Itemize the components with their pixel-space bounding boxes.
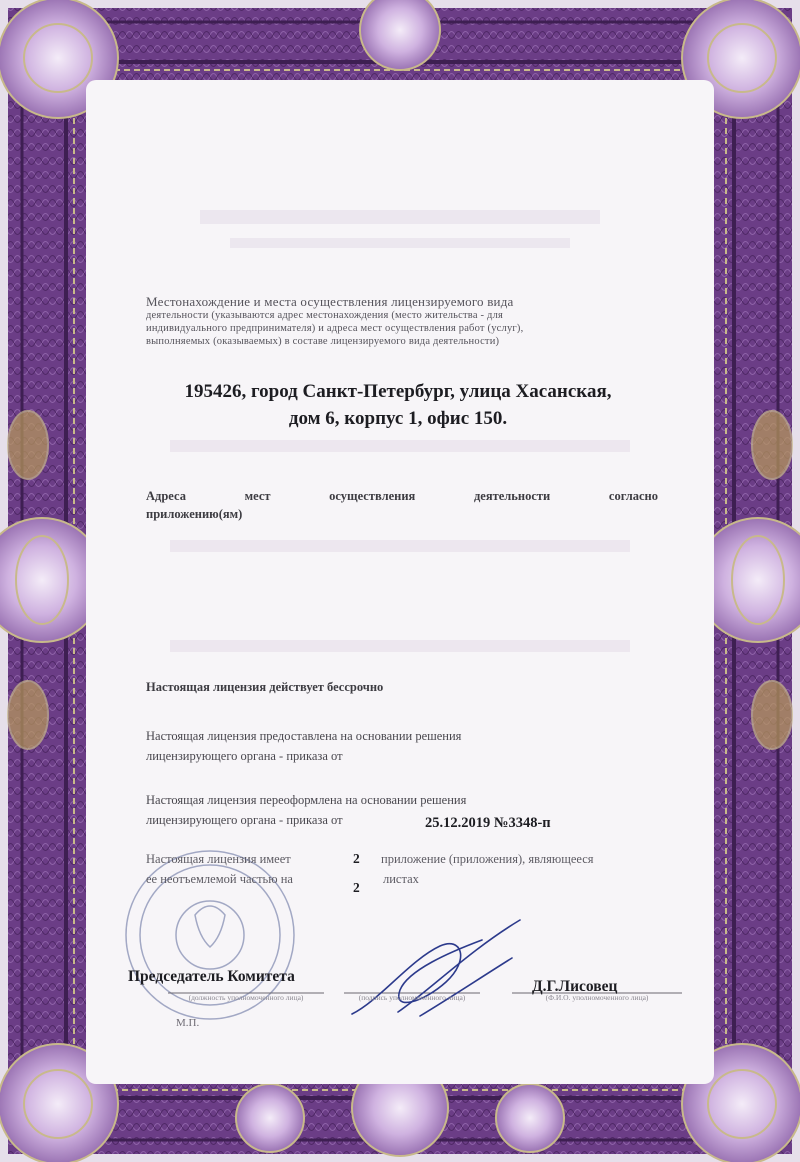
- validity-statement: Настоящая лицензия действует бессрочно: [146, 680, 384, 694]
- caption-signature: (подпись уполномоченного лица): [358, 993, 466, 1002]
- license-address: [148, 378, 648, 432]
- granted-line2: лицензирующего органа - приказа от: [146, 749, 343, 763]
- stamp-place-label: М.П.: [176, 1017, 200, 1029]
- places-line1: Адреса мест осуществления деятельности согласно: [146, 489, 658, 503]
- annex-line1-post: приложение (приложения), являющееся: [381, 852, 594, 866]
- granted-statement: [146, 726, 606, 766]
- address-line1: 195426, город Санкт-Петербург, улица Хасанская,: [184, 381, 612, 402]
- reissued-line1: Настоящая лицензия переоформлена на основании решения: [146, 793, 467, 807]
- caption-name: (Ф.И.О. уполномоченного лица): [545, 993, 649, 1002]
- signer-position: Председатель Комитета: [128, 968, 295, 985]
- granted-line1: Настоящая лицензия предоставлена на основании решения: [146, 729, 462, 743]
- annex-count: 2: [353, 851, 360, 866]
- annex-line1-pre: Настоящая лицензия имеет: [146, 852, 291, 866]
- location-label-line4: выполняемых (оказываемых) в составе лицензируемого вида деятельности): [146, 336, 500, 347]
- sheet-count: 2: [353, 880, 360, 895]
- reissue-order-number: 25.12.2019 №3348-п: [425, 815, 551, 831]
- top-medallion: [360, 0, 440, 70]
- location-label: [146, 294, 664, 348]
- address-line2: дом 6, корпус 1, офис 150.: [288, 408, 508, 429]
- location-label-line3: индивидуального предпринимателя) и адреса мест осуществления работ (услуг),: [146, 323, 524, 334]
- places-line2: приложению(ям): [146, 507, 243, 521]
- signer-name: Д.Г.Лисовец: [532, 978, 618, 995]
- reissued-line2: лицензирующего органа - приказа от: [146, 813, 343, 827]
- annex-line2-pre: ее неотъемлемой частью на: [146, 872, 293, 886]
- location-label-line2: деятельности (указываются адрес местонахождения (место жительства - для: [146, 310, 504, 321]
- annex-line2-post: листах: [383, 872, 419, 886]
- location-label-line1: Местонахождение и места осуществления лицензируемого вида: [146, 294, 514, 309]
- caption-position: (должность уполномоченного лица): [188, 993, 304, 1002]
